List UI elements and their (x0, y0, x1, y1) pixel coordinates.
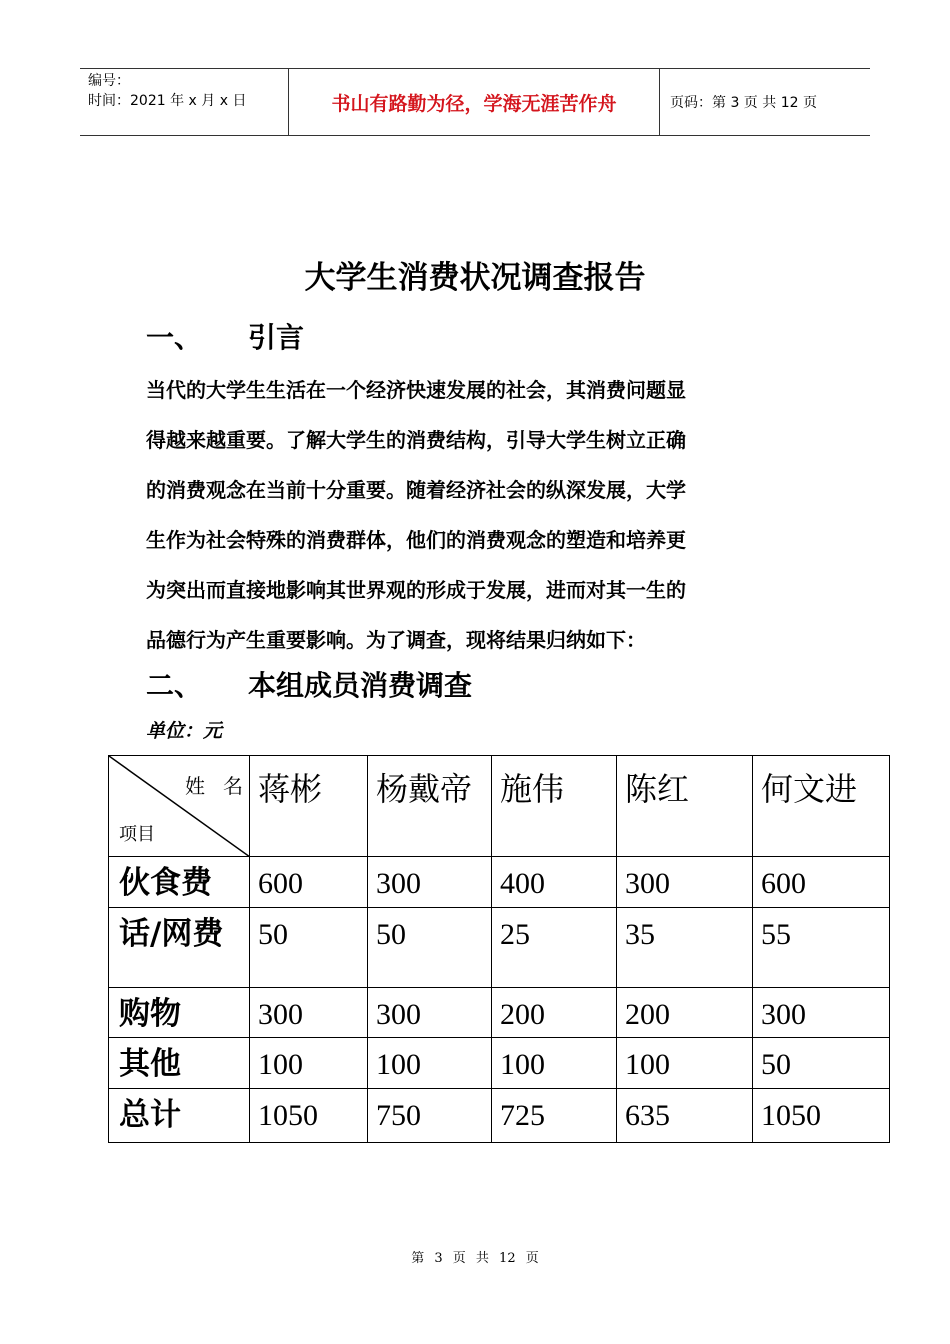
paragraph-line: 得越来越重要。了解大学生的消费结构，引导大学生树立正确 (146, 428, 686, 452)
table-row (109, 1089, 890, 1143)
row-label: 话/网费 (109, 908, 250, 988)
section-number: 一、 (146, 321, 203, 354)
paragraph-line: 生作为社会特殊的消费群体，他们的消费观念的塑造和培养更 (146, 528, 686, 552)
section-heading-intro (146, 316, 304, 356)
corner-cell (109, 756, 261, 857)
table-cell: 725 (492, 1089, 617, 1143)
table-cell: 200 (492, 988, 617, 1038)
date-label: 时间：2021 年 x 月 x 日 (88, 93, 247, 109)
section-number: 二、 (146, 669, 203, 702)
corner-name-label: 姓名 (185, 774, 261, 798)
column-header-name: 杨戴帝 (368, 756, 492, 857)
row-label: 总计 (109, 1089, 250, 1143)
paragraph-line: 的消费观念在当前十分重要。随着经济社会的纵深发展，大学 (146, 478, 686, 502)
table-cell: 600 (753, 857, 890, 908)
row-label: 其他 (109, 1038, 250, 1089)
table-cell: 300 (368, 857, 492, 908)
table-row (109, 988, 890, 1038)
unit-label: 单位：元 (146, 720, 223, 742)
table-cell: 100 (368, 1038, 492, 1089)
header-meta (80, 69, 289, 136)
section-heading-survey (146, 664, 472, 704)
document-title: 大学生消费状况调查报告 (304, 260, 646, 296)
column-header-name: 施伟 (492, 756, 617, 857)
page-footer: 第 3 页 共 12 页 (411, 1251, 539, 1266)
paragraph-line: 为突出而直接地影响其世界观的形成于发展，进而对其一生的 (146, 578, 686, 602)
table-row (109, 908, 890, 988)
table-cell: 50 (368, 908, 492, 988)
section-title: 引言 (248, 321, 305, 354)
table-cell: 50 (753, 1038, 890, 1089)
page-header (80, 68, 870, 136)
table-cell: 1050 (753, 1089, 890, 1143)
header-motto: 书山有路勤为径，学海无涯苦作舟 (289, 69, 660, 136)
header-page-info: 页码：第 3 页 共 12 页 (660, 69, 871, 136)
table-cell: 400 (492, 857, 617, 908)
table-cell: 100 (250, 1038, 368, 1089)
table-cell: 100 (617, 1038, 753, 1089)
table-cell: 35 (617, 908, 753, 988)
column-header-name: 陈红 (617, 756, 753, 857)
table-header-row (109, 756, 890, 857)
column-header-name: 何文进 (753, 756, 890, 857)
paragraph-line: 品德行为产生重要影响。为了调查，现将结果归纳如下： (146, 628, 646, 652)
table-cell: 300 (753, 988, 890, 1038)
intro-paragraph (146, 365, 811, 665)
table-cell: 50 (250, 908, 368, 988)
table-cell: 300 (250, 988, 368, 1038)
table-cell: 25 (492, 908, 617, 988)
paragraph-line: 当代的大学生生活在一个经济快速发展的社会，其消费问题显 (146, 378, 686, 402)
table-row (109, 1038, 890, 1089)
table-cell: 100 (492, 1038, 617, 1089)
column-header-name: 蒋彬 (250, 756, 368, 857)
table-cell: 300 (368, 988, 492, 1038)
table-cell: 300 (617, 857, 753, 908)
row-label: 购物 (109, 988, 250, 1038)
table-row (109, 857, 890, 908)
table-cell: 55 (753, 908, 890, 988)
row-label: 伙食费 (109, 857, 250, 908)
table-cell: 1050 (250, 1089, 368, 1143)
number-label: 编号： (88, 73, 130, 89)
consumption-table (108, 755, 890, 1143)
section-title: 本组成员消费调查 (248, 669, 473, 702)
table-cell: 600 (250, 857, 368, 908)
table-cell: 750 (368, 1089, 492, 1143)
table-cell: 635 (617, 1089, 753, 1143)
corner-item-label: 项目 (119, 824, 155, 845)
table-cell: 200 (617, 988, 753, 1038)
